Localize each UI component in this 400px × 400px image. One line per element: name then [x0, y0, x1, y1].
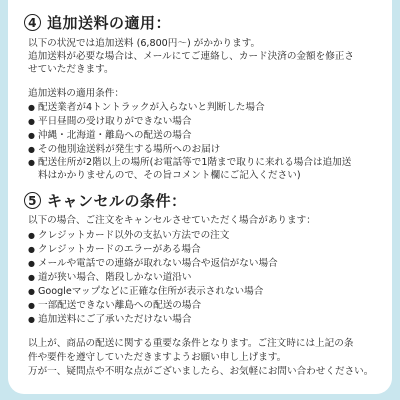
section-5-conditions-list [28, 229, 278, 327]
list-item: ● クレジットカードのエラーがある場合 [28, 243, 278, 257]
section-4-conditions-title: 追加送料の適用条件： [28, 88, 124, 99]
footer-line-3: 万が一、疑問点や不明な点がございましたら、お気軽にお問い合わせください。 [28, 366, 374, 377]
list-item: ● 追加送料にご了承いただけない場合 [28, 313, 278, 327]
list-item: ● 一部配送できない離島への配送の場合 [28, 299, 278, 313]
section-5-intro: 以下の場合、ご注文をキャンセルさせていただく場合があります： [28, 215, 316, 226]
section-number-5: 5 [24, 192, 41, 209]
list-item: ● 沖縄・北海道・離島への配送の場合 [28, 129, 351, 143]
section-4-heading [24, 12, 171, 33]
list-item: ● 平日昼間の受け取りができない場合 [28, 115, 351, 129]
content-card [8, 0, 392, 394]
footer-line-2: 件や要件を遵守していただきますようお願い申し上げます。 [28, 352, 287, 363]
section-5-title: キャンセルの条件： [47, 192, 187, 210]
list-item: ● メールや電話での連絡が取れない場合や返信がない場合 [28, 257, 278, 271]
section-4-conditions-list [28, 101, 351, 184]
list-item [28, 157, 351, 184]
section-number-4: 4 [24, 14, 41, 31]
list-item: ● 配送業者が4トントラックが入らないと判断した場合 [28, 101, 351, 115]
list-item-line: 料はかかりませんので、その旨コメント欄にご記入ください) [38, 169, 301, 181]
section-4-intro-2: 追加送料が必要な場合は、メールにてご連絡し、カード決済の金額を修正さ [28, 51, 354, 62]
section-4-intro-1: 以下の状況では追加送料 (6,800円〜) がかかります。 [28, 38, 261, 49]
list-item: ● 道が狭い場合、階段しかない道沿い [28, 271, 278, 285]
list-item: ● Googleマップなどに正確な住所が表示されない場合 [28, 285, 278, 299]
list-item-line: ● 配送住所が2階以上の場所(お電話等で1階まで取りに来れる場合は追加送 [38, 157, 352, 168]
section-4-title: 追加送料の適用： [47, 14, 172, 32]
list-item: ● クレジットカード以外の支払い方法での注文 [28, 229, 278, 243]
section-5-heading [24, 190, 187, 211]
footer-line-1: 以上が、商品の配送に関する重要な条件となります。ご注文時には上記の条 [28, 338, 354, 349]
list-item: ● その他別途送料が発生する場所へのお届け [28, 143, 351, 157]
section-4-intro-3: せていただきます。 [28, 64, 114, 75]
